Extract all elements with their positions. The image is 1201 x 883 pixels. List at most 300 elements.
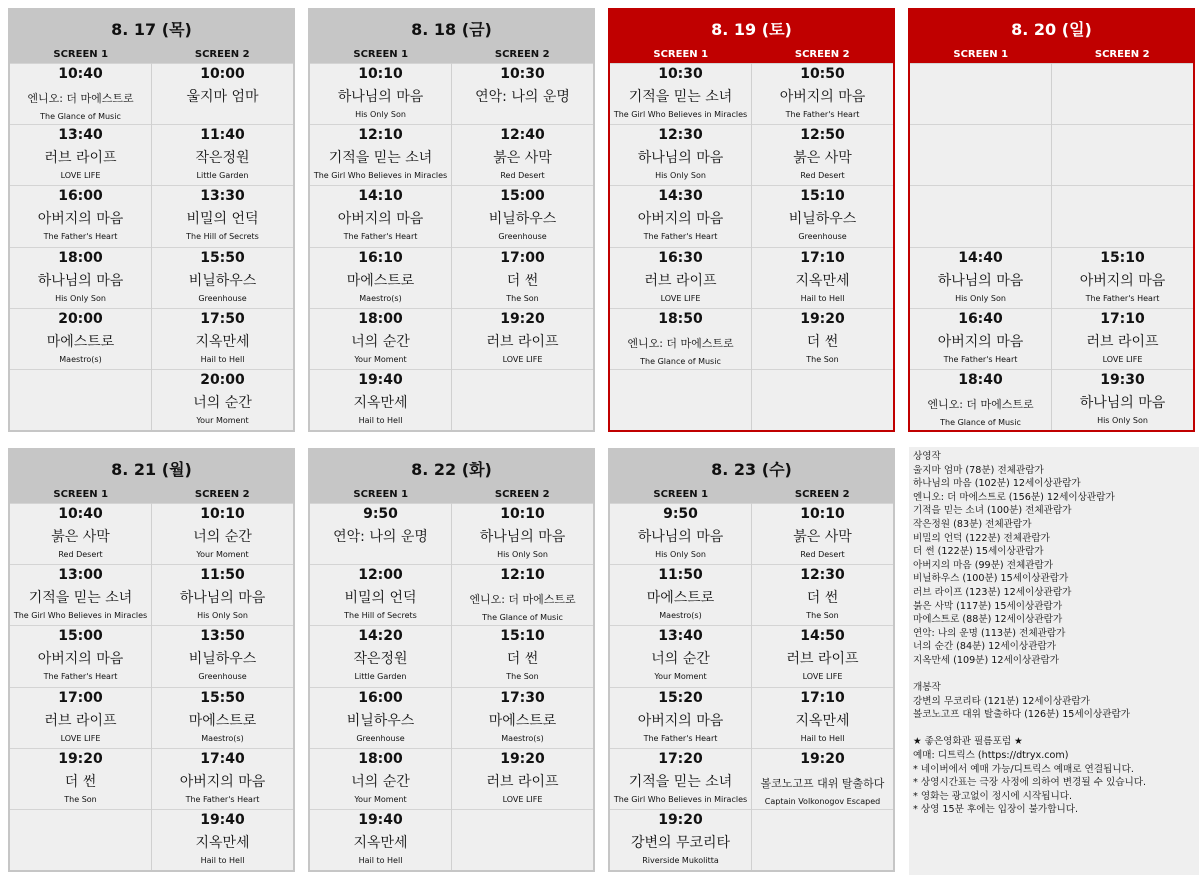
showtime-slot <box>610 809 751 870</box>
movie-title-en: Riverside Mukolitta <box>642 855 719 865</box>
movie-title-en: Hail to Hell <box>200 855 245 865</box>
day-panel <box>608 448 895 872</box>
showtime: 10:50 <box>800 66 845 82</box>
screen-label: SCREEN 1 <box>53 489 109 500</box>
day-panel <box>8 448 295 872</box>
movie-title-en: LOVE LIFE <box>502 354 543 364</box>
movie-title-ko: 마에스트로 <box>46 333 115 350</box>
movie-title-en: Little Garden <box>354 672 407 682</box>
showtime: 10:10 <box>200 506 245 522</box>
showtime: 10:10 <box>500 506 545 522</box>
showtime: 9:50 <box>663 506 698 522</box>
movie-title-en: Hail to Hell <box>800 733 845 743</box>
showtime-slot <box>752 124 893 185</box>
showtime: 10:30 <box>658 66 703 82</box>
movie-title-ko: 볼코노고프 대위 탈출하다 <box>760 776 885 790</box>
showtime: 19:20 <box>500 310 545 327</box>
movie-title-ko: 작은정원 <box>195 150 250 167</box>
showtime: 20:00 <box>200 371 245 388</box>
showtime: 16:00 <box>58 188 103 205</box>
screen-label: SCREEN 1 <box>353 489 409 500</box>
showtime-slot <box>1052 369 1193 430</box>
showtime-slot <box>452 308 593 369</box>
showtime-slot <box>610 185 751 246</box>
showtime-slot <box>610 247 751 308</box>
movie-title-en: The Father's Heart <box>185 794 260 804</box>
showtime: 19:20 <box>800 750 845 767</box>
showtime-slot <box>310 503 451 564</box>
movie-title-ko: 너의 순간 <box>193 529 252 545</box>
movie-title-en: Maestro(s) <box>359 293 402 303</box>
movie-title-en: Captain Volkonogov Escaped <box>764 796 881 806</box>
movie-title-en: His Only Son <box>197 611 248 621</box>
showtime: 16:30 <box>658 249 703 266</box>
showtime-slot <box>152 247 293 308</box>
movie-title-ko: 아버지의 마음 <box>37 651 124 668</box>
showtime-slot <box>452 63 593 124</box>
screen-header <box>910 46 1193 63</box>
day-date: 8. 20 (일) <box>910 10 1193 46</box>
movie-title-ko: 아버지의 마음 <box>337 211 424 228</box>
screen1-column <box>10 503 151 870</box>
movie-title-ko: 아버지의 마음 <box>637 712 724 729</box>
movie-title-ko: 기적을 믿는 소녀 <box>628 773 733 790</box>
screen2-column <box>451 503 593 870</box>
movie-title-ko: 러브 라이프 <box>486 773 559 790</box>
now-showing-item: 아버지의 마음 (99분) 전체관람가 <box>913 559 1054 571</box>
showtime: 13:40 <box>58 127 103 144</box>
movie-title-ko: 엔니오: 더 마에스트로 <box>927 397 1034 411</box>
movie-title-en: The Girl Who Believes in Miracles <box>613 794 748 804</box>
showtime: 12:10 <box>500 567 545 584</box>
movie-title-en: The Son <box>64 794 97 804</box>
showtime: 20:00 <box>58 310 103 327</box>
screen-header <box>10 486 293 503</box>
showtime-slot <box>10 63 151 124</box>
movie-title-ko: 작은정원 <box>353 651 408 668</box>
showtime: 13:00 <box>58 567 103 584</box>
showtime-slot <box>10 185 151 246</box>
screen2-column <box>751 503 893 870</box>
showtime: 11:40 <box>200 127 245 144</box>
showtime: 13:50 <box>200 628 245 645</box>
movie-title-ko: 강변의 무코리타 <box>630 834 731 851</box>
showtime: 19:40 <box>200 811 245 828</box>
showtime-slot <box>752 687 893 748</box>
showtime: 15:20 <box>658 689 703 706</box>
movie-title-en: Red Desert <box>58 550 103 559</box>
now-showing-item: 비밀의 언덕 (122분) 전체관람가 <box>913 532 1050 544</box>
screen-label: SCREEN 2 <box>794 49 850 60</box>
showtime: 12:30 <box>658 127 703 144</box>
showtime-slot <box>1052 247 1193 308</box>
screen2-column <box>451 63 593 430</box>
showtime: 19:20 <box>58 750 103 767</box>
day-date: 8. 22 (화) <box>310 450 593 486</box>
movie-title-ko: 하나님의 마음 <box>479 529 566 545</box>
movie-title-ko: 마에스트로 <box>488 712 557 729</box>
showtime: 15:10 <box>500 628 545 645</box>
movie-title-en: Greenhouse <box>798 232 847 242</box>
showtime-slot <box>152 687 293 748</box>
showtime-slot <box>152 63 293 124</box>
showtime: 9:50 <box>363 506 398 522</box>
movie-title-en: The Son <box>506 672 539 682</box>
movie-title-ko: 비닐하우스 <box>346 712 415 729</box>
showtime: 14:50 <box>800 628 845 645</box>
showtime-slot <box>152 809 293 870</box>
movie-title-ko: 더 썬 <box>506 272 539 289</box>
showtime-slot <box>752 308 893 369</box>
screen-header <box>310 46 593 63</box>
opening-list <box>913 695 1195 722</box>
screen-label: SCREEN 1 <box>353 49 409 60</box>
movie-title-en: Greenhouse <box>356 733 405 743</box>
movie-title-en: Hail to Hell <box>200 354 245 364</box>
movie-title-ko: 연악: 나의 운명 <box>333 529 428 545</box>
movie-title-ko: 하나님의 마음 <box>1079 394 1166 411</box>
showtime-slot <box>752 185 893 246</box>
movie-title-ko: 아버지의 마음 <box>37 211 124 228</box>
movie-title-ko: 엔니오: 더 마에스트로 <box>469 593 576 607</box>
screen-label: SCREEN 1 <box>653 489 709 500</box>
movie-title-ko: 하나님의 마음 <box>937 272 1024 289</box>
showtime-slot <box>910 247 1051 308</box>
showtime: 19:20 <box>800 310 845 327</box>
showtime-slot <box>152 503 293 564</box>
info-panel <box>909 447 1199 875</box>
showtime: 17:50 <box>200 310 245 327</box>
note-item: * 영화는 광고없이 정시에 시작됩니다. <box>913 790 1073 802</box>
opening-item: 볼코노고프 대위 탈출하다 (126분) 15세이상관람가 <box>913 709 1131 721</box>
movie-title-en: His Only Son <box>955 293 1006 303</box>
movie-title-en: Maestro(s) <box>501 733 544 743</box>
movie-title-en: Little Garden <box>196 171 249 181</box>
showtime: 16:10 <box>358 249 403 266</box>
day-panel <box>308 448 595 872</box>
showtime-slot <box>452 124 593 185</box>
showtime: 10:00 <box>200 66 245 82</box>
showtime-slot <box>310 308 451 369</box>
movie-title-ko: 러브 라이프 <box>1086 333 1159 350</box>
movie-title-en: The Father's Heart <box>643 232 718 242</box>
screen-label: SCREEN 2 <box>494 489 550 500</box>
movie-title-ko: 러브 라이프 <box>44 150 117 167</box>
showtime: 17:00 <box>58 689 103 706</box>
showtime-slot <box>152 124 293 185</box>
movie-title-en: The Father's Heart <box>643 733 718 743</box>
movie-title-en: The Father's Heart <box>1085 293 1160 303</box>
showtime-slot <box>10 748 151 809</box>
showtime-slot <box>152 748 293 809</box>
opening-item: 강변의 무코리타 (121분) 12세이상관람가 <box>913 695 1090 707</box>
empty-slot <box>1052 124 1193 185</box>
showtime-slot <box>452 185 593 246</box>
showtime: 18:00 <box>358 310 403 327</box>
movie-title-en: His Only Son <box>55 293 106 303</box>
movie-title-en: Red Desert <box>800 550 845 559</box>
now-showing-item: 작은정원 (83분) 전체관람가 <box>913 518 1032 530</box>
showtime: 15:10 <box>800 188 845 205</box>
showtime-slot <box>452 247 593 308</box>
showtime-slot <box>610 503 751 564</box>
movie-title-ko: 더 썬 <box>64 773 97 790</box>
screen1-column <box>610 503 751 870</box>
showtime: 10:30 <box>500 66 545 82</box>
movie-title-ko: 엔니오: 더 마에스트로 <box>27 92 134 105</box>
movie-title-en: Your Moment <box>654 672 707 682</box>
showtime: 17:10 <box>800 689 845 706</box>
showtime-slot <box>910 308 1051 369</box>
showtime: 17:10 <box>800 249 845 266</box>
empty-slot <box>1052 185 1193 246</box>
movie-title-en: His Only Son <box>655 171 706 181</box>
showtime-slot <box>610 748 751 809</box>
showtime-slot <box>310 63 451 124</box>
movie-title-en: Greenhouse <box>198 672 247 682</box>
screen-label: SCREEN 2 <box>194 49 250 60</box>
movie-title-en: Your Moment <box>196 415 249 425</box>
movie-title-ko: 연악: 나의 운명 <box>475 89 570 105</box>
showtime-slot <box>310 247 451 308</box>
showtime-slot <box>152 185 293 246</box>
movie-title-en: His Only Son <box>355 110 406 119</box>
screen-label: SCREEN 1 <box>953 49 1009 60</box>
movie-title-en: The Father's Heart <box>785 110 860 119</box>
showtime-slot <box>10 503 151 564</box>
screen-label: SCREEN 1 <box>53 49 109 60</box>
day-date: 8. 18 (금) <box>310 10 593 46</box>
screen-header <box>310 486 593 503</box>
screen-header <box>10 46 293 63</box>
movie-title-ko: 러브 라이프 <box>786 651 859 668</box>
showtime: 16:40 <box>958 310 1003 327</box>
movie-title-en: The Girl Who Believes in Miracles <box>613 110 748 119</box>
movie-title-en: Greenhouse <box>498 232 547 242</box>
now-showing-item: 엔니오: 더 마에스트로 (156분) 12세이상관람가 <box>913 491 1115 503</box>
showtime-slot <box>610 308 751 369</box>
movie-title-ko: 붉은 사막 <box>51 529 110 545</box>
screen1-column <box>310 503 451 870</box>
showtime: 12:00 <box>358 567 403 584</box>
movie-title-ko: 마에스트로 <box>346 272 415 289</box>
movie-title-en: Hail to Hell <box>800 293 845 303</box>
day-date: 8. 17 (목) <box>10 10 293 46</box>
movie-title-ko: 하나님의 마음 <box>179 590 266 607</box>
showtime: 14:20 <box>358 628 403 645</box>
screen-header <box>610 486 893 503</box>
showtime-slot <box>610 625 751 686</box>
now-showing-item: 마에스트로 (88분) 12세이상관람가 <box>913 614 1063 626</box>
showtime: 17:20 <box>658 750 703 767</box>
showtime-slot <box>310 185 451 246</box>
movie-title-en: Hail to Hell <box>358 415 403 425</box>
showtime-slot <box>452 564 593 625</box>
day-date: 8. 23 (수) <box>610 450 893 486</box>
showtime-slot <box>610 564 751 625</box>
showtime-slot <box>152 625 293 686</box>
movie-title-en: LOVE LIFE <box>502 794 543 804</box>
movie-title-ko: 아버지의 마음 <box>179 773 266 790</box>
movie-title-ko: 러브 라이프 <box>44 712 117 729</box>
movie-title-en: The Father's Heart <box>43 672 118 682</box>
showtime: 19:20 <box>658 811 703 828</box>
movie-title-en: The Glance of Music <box>40 112 121 121</box>
now-showing-item: 연악: 나의 운명 (113분) 전체관람가 <box>913 627 1066 639</box>
empty-slot <box>752 809 893 870</box>
movie-title-en: The Glance of Music <box>482 613 563 623</box>
showtime: 14:30 <box>658 188 703 205</box>
movie-title-ko: 너의 순간 <box>351 333 410 350</box>
now-showing-item: 지옥만세 (109분) 12세이상관람가 <box>913 654 1060 666</box>
showtime: 15:10 <box>1100 249 1145 266</box>
showtime: 12:50 <box>800 127 845 144</box>
showtime-slot <box>310 124 451 185</box>
movie-title-ko: 러브 라이프 <box>486 333 559 350</box>
showtime: 15:00 <box>58 628 103 645</box>
movie-title-ko: 하나님의 마음 <box>37 272 124 289</box>
movie-title-ko: 기적을 믿는 소녀 <box>628 89 733 105</box>
movie-title-en: The Hill of Secrets <box>344 611 417 621</box>
movie-title-en: Your Moment <box>354 354 407 364</box>
notes-list <box>913 735 1195 817</box>
movie-title-ko: 마에스트로 <box>188 712 257 729</box>
movie-title-ko: 더 썬 <box>806 333 839 350</box>
showtime-slot <box>452 625 593 686</box>
movie-title-en: LOVE LIFE <box>660 293 701 303</box>
movie-title-ko: 지옥만세 <box>353 834 408 851</box>
movie-title-en: The Son <box>806 354 839 364</box>
showtime: 19:30 <box>1100 371 1145 388</box>
now-showing-item: 러브 라이프 (123분) 12세이상관람가 <box>913 586 1072 598</box>
empty-slot <box>10 369 151 430</box>
movie-title-ko: 아버지의 마음 <box>1079 272 1166 289</box>
showtime-slot <box>152 308 293 369</box>
empty-slot <box>452 809 593 870</box>
showtime-slot <box>752 503 893 564</box>
screen1-column <box>310 63 451 430</box>
showtime-slot <box>310 687 451 748</box>
showtime: 10:10 <box>358 66 403 82</box>
movie-title-ko: 기적을 믿는 소녀 <box>28 590 133 607</box>
movie-title-en: The Son <box>506 293 539 303</box>
movie-title-en: The Father's Heart <box>343 232 418 242</box>
showtime-slot <box>452 748 593 809</box>
showtime: 17:00 <box>500 249 545 266</box>
movie-title-ko: 지옥만세 <box>353 394 408 411</box>
showtime: 17:30 <box>500 689 545 706</box>
now-showing-item: 기적을 믿는 소녀 (100분) 전체관람가 <box>913 505 1072 517</box>
day-date: 8. 21 (월) <box>10 450 293 486</box>
showtime-slot <box>610 63 751 124</box>
movie-title-en: Red Desert <box>800 171 845 181</box>
screen2-column <box>751 63 893 430</box>
showtime: 10:10 <box>800 506 845 522</box>
movie-title-ko: 너의 순간 <box>651 651 710 668</box>
showtime: 11:50 <box>658 567 703 584</box>
screen1-column <box>910 63 1051 430</box>
movie-title-en: Maestro(s) <box>59 354 102 364</box>
showtime: 19:40 <box>358 811 403 828</box>
empty-slot <box>1052 63 1193 124</box>
showtime-slot <box>610 124 751 185</box>
movie-title-en: The Father's Heart <box>43 232 118 242</box>
movie-title-en: Maestro(s) <box>659 611 702 621</box>
day-panel <box>608 8 895 432</box>
showtime-slot <box>10 687 151 748</box>
now-showing-item: 하나님의 마음 (102분) 12세이상관람가 <box>913 478 1081 490</box>
showtime: 17:10 <box>1100 310 1145 327</box>
now-showing-item: 비닐하우스 (100분) 15세이상관람가 <box>913 573 1069 585</box>
showtime-slot <box>10 308 151 369</box>
movie-title-ko: 비닐하우스 <box>788 211 857 228</box>
movie-title-ko: 붉은 사막 <box>793 529 852 545</box>
day-date: 8. 19 (토) <box>610 10 893 46</box>
showtime-slot <box>10 625 151 686</box>
showtime: 12:40 <box>500 127 545 144</box>
showtime: 19:20 <box>500 750 545 767</box>
movie-title-ko: 너의 순간 <box>193 394 252 411</box>
movie-title-ko: 비닐하우스 <box>188 651 257 668</box>
showtime: 16:00 <box>358 689 403 706</box>
showtime: 18:00 <box>358 750 403 767</box>
movie-title-ko: 더 썬 <box>806 590 839 607</box>
movie-title-en: Red Desert <box>500 171 545 181</box>
movie-title-ko: 엔니오: 더 마에스트로 <box>627 336 734 350</box>
screen2-column <box>1051 63 1193 430</box>
movie-title-ko: 지옥만세 <box>795 272 850 289</box>
showtime-slot <box>310 625 451 686</box>
opening-title: 개봉작 <box>913 682 941 694</box>
showtime-slot <box>452 687 593 748</box>
movie-title-ko: 너의 순간 <box>351 773 410 790</box>
showtime-slot <box>152 564 293 625</box>
movie-title-ko: 아버지의 마음 <box>637 211 724 228</box>
movie-title-en: The Girl Who Believes in Miracles <box>313 171 448 181</box>
showtime-slot <box>10 564 151 625</box>
now-showing-item: 울지마 엄마 (78분) 전체관람가 <box>913 464 1044 476</box>
screen2-column <box>151 503 293 870</box>
showtime: 11:50 <box>200 567 245 584</box>
showtime: 14:10 <box>358 188 403 205</box>
showtime-slot <box>10 247 151 308</box>
showtime: 14:40 <box>958 249 1003 266</box>
showtime-slot <box>752 247 893 308</box>
movie-title-ko: 비닐하우스 <box>488 211 557 228</box>
showtime: 18:40 <box>958 371 1003 388</box>
empty-slot <box>752 369 893 430</box>
showtime-slot <box>452 503 593 564</box>
screen-label: SCREEN 2 <box>1094 49 1150 60</box>
note-item: * 네이버에서 예매 가능/디트릭스 예매로 연결됩니다. <box>913 763 1134 775</box>
screen-label: SCREEN 1 <box>653 49 709 60</box>
movie-title-en: LOVE LIFE <box>802 672 843 682</box>
showtime-slot <box>310 369 451 430</box>
movie-title-ko: 아버지의 마음 <box>779 89 866 105</box>
movie-title-en: The Girl Who Believes in Miracles <box>13 611 148 621</box>
now-showing-item: 더 썬 (122분) 15세이상관람가 <box>913 546 1044 558</box>
movie-title-ko: 더 썬 <box>506 651 539 668</box>
showtime-slot <box>752 625 893 686</box>
movie-title-en: His Only Son <box>497 550 548 559</box>
showtime-slot <box>310 748 451 809</box>
now-showing-item: 너의 순간 (84분) 12세이상관람가 <box>913 641 1056 653</box>
movie-title-en: LOVE LIFE <box>1102 354 1143 364</box>
showtime-slot <box>752 564 893 625</box>
showtime: 12:10 <box>358 127 403 144</box>
empty-slot <box>910 185 1051 246</box>
empty-slot <box>910 124 1051 185</box>
